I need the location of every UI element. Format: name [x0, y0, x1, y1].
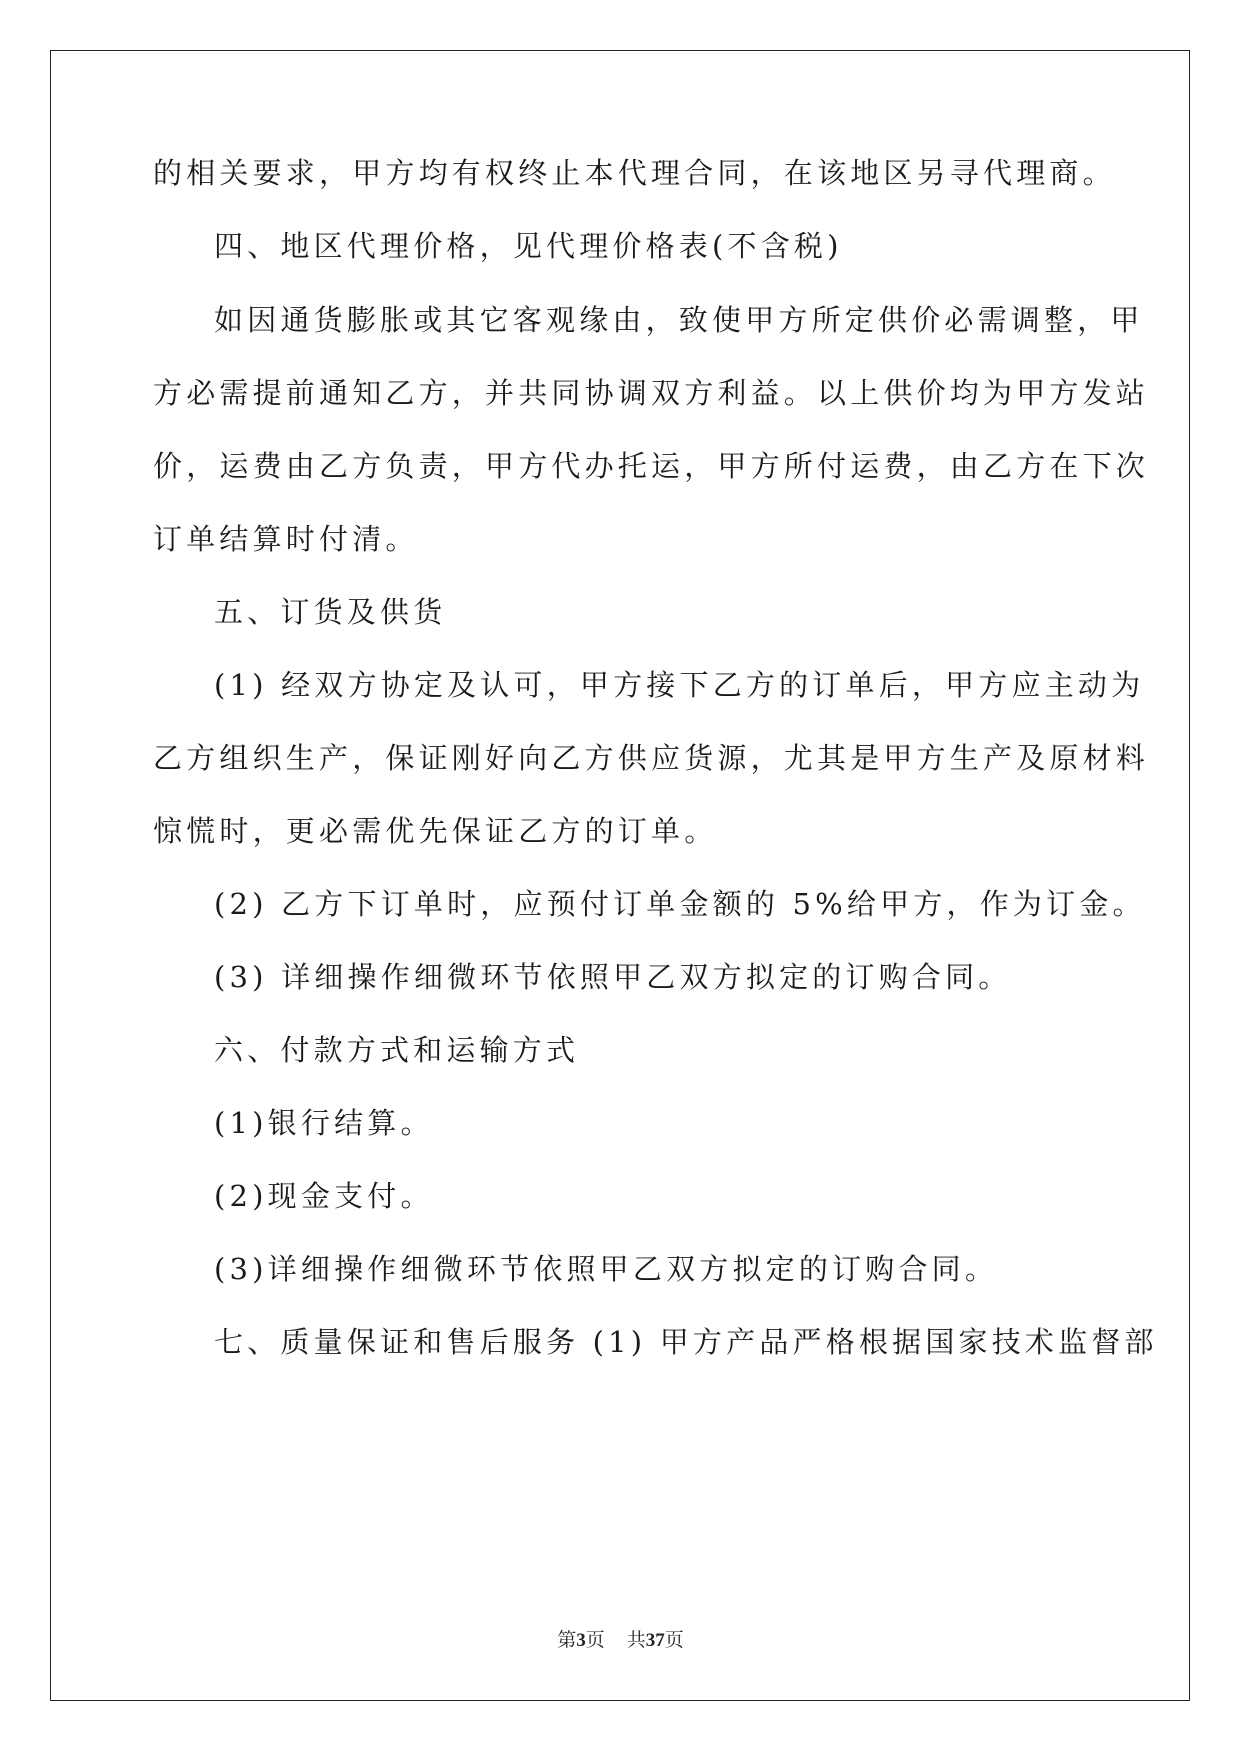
paragraph-line: (2) 乙方下订单时，应预付订单金额的 5%给甲方，作为订金。 — [214, 887, 1146, 921]
paragraph-line: 订单结算时付清。 — [153, 522, 419, 556]
paragraph-line: 方必需提前通知乙方，并共同协调双方利益。以上供价均为甲方发站 — [153, 376, 1150, 410]
page-footer — [0, 1625, 1241, 1652]
paragraph-line: (1)银行结算。 — [214, 1106, 434, 1140]
paragraph-line: (2)现金支付。 — [214, 1179, 434, 1213]
section-heading: 六、付款方式和运输方式 — [214, 1033, 580, 1067]
page-suffix: 页 — [585, 1630, 605, 1651]
total-prefix: 共 — [626, 1630, 646, 1651]
paragraph-line: (1) 经双方协定及认可，甲方接下乙方的订单后，甲方应主动为 — [214, 668, 1145, 702]
paragraph-line: 乙方组织生产，保证刚好向乙方供应货源，尤其是甲方生产及原材料 — [153, 741, 1150, 775]
total-pages: 37 — [645, 1630, 665, 1651]
paragraph-line: 的相关要求，甲方均有权终止本代理合同，在该地区另寻代理商。 — [153, 156, 1116, 190]
paragraph-line: (3) 详细操作细微环节依照甲乙双方拟定的订购合同。 — [214, 960, 1012, 994]
paragraph-line: (3)详细操作细微环节依照甲乙双方拟定的订购合同。 — [214, 1252, 999, 1286]
section-heading: 四、地区代理价格，见代理价格表(不含税) — [214, 229, 843, 263]
page-border — [50, 50, 1190, 1701]
paragraph-line: 如因通货膨胀或其它客观缘由，致使甲方所定供价必需调整，甲 — [214, 303, 1144, 337]
total-suffix: 页 — [664, 1630, 684, 1651]
section-heading: 七、质量保证和售后服务 (1) 甲方产品严格根据国家技术监督部 — [214, 1325, 1158, 1359]
paragraph-line: 惊慌时，更必需优先保证乙方的订单。 — [153, 814, 718, 848]
page-prefix: 第 — [557, 1630, 577, 1651]
section-heading: 五、订货及供货 — [214, 595, 447, 629]
paragraph-line: 价，运费由乙方负责，甲方代办托运，甲方所付运费，由乙方在下次 — [153, 449, 1150, 483]
page-number: 3 — [576, 1630, 586, 1651]
